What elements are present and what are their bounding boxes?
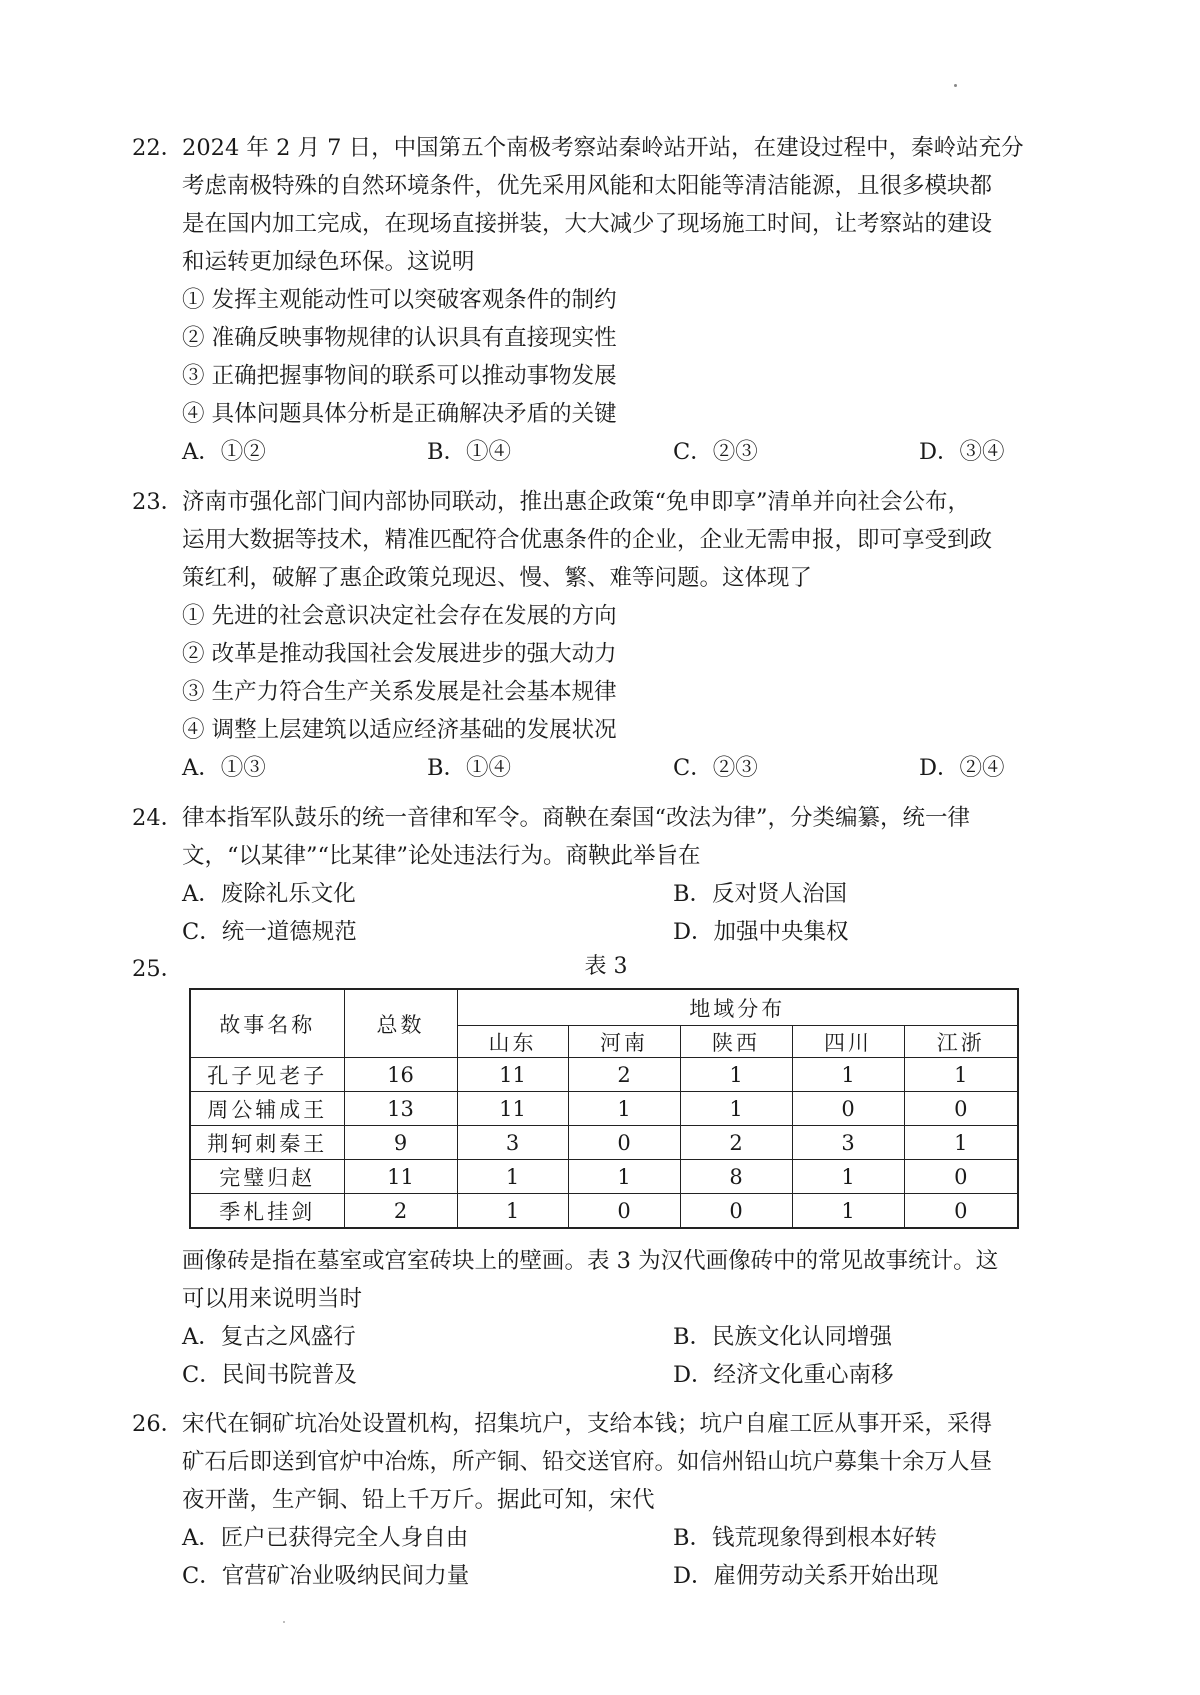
cell-count: 8 [680, 1160, 792, 1194]
question-number: 24． [132, 805, 184, 831]
cell-count: 2 [568, 1058, 680, 1092]
header-region: 河南 [568, 1026, 680, 1058]
cell-count: 0 [792, 1092, 904, 1126]
option-d: D．经济文化重心南移 [673, 1362, 894, 1388]
option-b: B．反对贤人治国 [673, 881, 848, 907]
table-row [190, 1058, 1018, 1092]
scan-speck [283, 1621, 285, 1623]
statement-item: ① 先进的社会意识决定社会存在发展的方向 [182, 603, 617, 629]
option-c: C．统一道德规范 [182, 919, 357, 945]
table-caption: 表 3 [584, 954, 628, 979]
header-region-distribution: 地域分布 [457, 989, 1018, 1026]
statement-item: ③ 生产力符合生产关系发展是社会基本规律 [182, 679, 617, 705]
cell-count: 0 [904, 1194, 1018, 1229]
header-region: 四川 [792, 1026, 904, 1058]
option-a: A．①② [182, 439, 266, 465]
header-region: 山东 [457, 1026, 568, 1058]
option-a: A．复古之风盛行 [182, 1324, 356, 1350]
statement-item: ① 发挥主观能动性可以突破客观条件的制约 [182, 287, 617, 313]
cell-total: 2 [344, 1194, 457, 1229]
header-region: 江浙 [904, 1026, 1018, 1058]
cell-count: 3 [457, 1126, 568, 1160]
scan-speck [954, 84, 957, 87]
cell-count: 11 [457, 1092, 568, 1126]
question-number: 26． [132, 1411, 184, 1437]
statement-item: ③ 正确把握事物间的联系可以推动事物发展 [182, 363, 617, 389]
cell-total: 9 [344, 1126, 457, 1160]
question-number: 22． [132, 135, 184, 161]
cell-count: 0 [904, 1092, 1018, 1126]
cell-story-name: 周公辅成王 [190, 1092, 344, 1126]
option-c: C．官营矿冶业吸纳民间力量 [182, 1563, 470, 1589]
cell-count: 0 [568, 1194, 680, 1229]
stem-line: 策红利，破解了惠企政策兑现迟、慢、繁、难等问题。这体现了 [182, 565, 813, 591]
cell-count: 1 [904, 1126, 1018, 1160]
stem-line: 宋代在铜矿坑冶处设置机构，招集坑户，支给本钱；坑户自雇工匠从事开采，采得 [182, 1411, 993, 1437]
cell-story-name: 孔子见老子 [190, 1058, 344, 1092]
header-story-name: 故事名称 [190, 989, 344, 1058]
table-row [190, 1126, 1018, 1160]
stem-line: 矿石后即送到官炉中冶炼，所产铜、铅交送官府。如信州铅山坑户募集十余万人昼 [182, 1449, 993, 1475]
option-c: C．②③ [673, 755, 758, 781]
option-b: B．民族文化认同增强 [673, 1324, 893, 1350]
cell-story-name: 完璧归赵 [190, 1160, 344, 1194]
cell-story-name: 季札挂剑 [190, 1194, 344, 1229]
option-a: A．匠户已获得完全人身自由 [182, 1525, 469, 1551]
statement-item: ② 改革是推动我国社会发展进步的强大动力 [182, 641, 617, 667]
table-row [190, 1160, 1018, 1194]
cell-count: 1 [680, 1092, 792, 1126]
stem-line: 画像砖是指在墓室或宫室砖块上的壁画。表 3 为汉代画像砖中的常见故事统计。这 [182, 1248, 999, 1274]
cell-count: 1 [792, 1194, 904, 1229]
statement-item: ② 准确反映事物规律的认识具有直接现实性 [182, 325, 617, 351]
statement-item: ④ 调整上层建筑以适应经济基础的发展状况 [182, 717, 617, 743]
stem-line: 文，“以某律”“比某律”论处违法行为。商鞅此举旨在 [182, 843, 701, 869]
cell-count: 1 [457, 1194, 568, 1229]
stem-line: 和运转更加绿色环保。这说明 [182, 249, 475, 275]
cell-count: 2 [680, 1126, 792, 1160]
cell-total: 13 [344, 1092, 457, 1126]
option-b: B．①④ [427, 755, 512, 781]
statement-item: ④ 具体问题具体分析是正确解决矛盾的关键 [182, 401, 617, 427]
stem-line: 运用大数据等技术，精准匹配符合优惠条件的企业，企业无需申报，即可享受到政 [182, 527, 993, 553]
cell-count: 1 [792, 1160, 904, 1194]
question-number: 23． [132, 489, 184, 515]
option-b: B．钱荒现象得到根本好转 [673, 1525, 938, 1551]
stem-line: 是在国内加工完成，在现场直接拼装，大大减少了现场施工时间，让考察站的建设 [182, 211, 993, 237]
stem-line: 律本指军队鼓乐的统一音律和军令。商鞅在秦国“改法为律”，分类编纂，统一律 [182, 805, 971, 831]
option-d: D．②④ [919, 755, 1005, 781]
story-statistics-table [189, 988, 1019, 1229]
cell-count: 0 [680, 1194, 792, 1229]
cell-count: 11 [457, 1058, 568, 1092]
cell-story-name: 荆轲刺秦王 [190, 1126, 344, 1160]
cell-total: 11 [344, 1160, 457, 1194]
option-c: C．②③ [673, 439, 758, 465]
table-row [190, 1092, 1018, 1126]
cell-count: 1 [680, 1058, 792, 1092]
stem-line: 可以用来说明当时 [182, 1286, 363, 1312]
cell-count: 1 [904, 1058, 1018, 1092]
option-d: D．③④ [919, 439, 1005, 465]
stem-line: 2024 年 2 月 7 日，中国第五个南极考察站秦岭站开站，在建设过程中，秦岭站充分 [182, 135, 1024, 161]
cell-count: 0 [568, 1126, 680, 1160]
cell-count: 3 [792, 1126, 904, 1160]
stem-line: 夜开凿，生产铜、铅上千万斤。据此可知，宋代 [182, 1487, 655, 1513]
stem-line: 考虑南极特殊的自然环境条件，优先采用风能和太阳能等清洁能源，且很多模块都 [182, 173, 993, 199]
cell-count: 1 [792, 1058, 904, 1092]
cell-count: 1 [568, 1092, 680, 1126]
cell-count: 1 [568, 1160, 680, 1194]
option-d: D．雇佣劳动关系开始出现 [673, 1563, 939, 1589]
option-c: C．民间书院普及 [182, 1362, 357, 1388]
question-number: 25． [132, 956, 184, 982]
table-row [190, 1194, 1018, 1229]
option-d: D．加强中央集权 [673, 919, 849, 945]
cell-count: 1 [457, 1160, 568, 1194]
cell-count: 0 [904, 1160, 1018, 1194]
stem-line: 济南市强化部门间内部协同联动，推出惠企政策“免申即享”清单并向社会公布， [182, 489, 971, 515]
header-total: 总数 [344, 989, 457, 1058]
option-a: A．废除礼乐文化 [182, 881, 356, 907]
option-b: B．①④ [427, 439, 512, 465]
header-region: 陕西 [680, 1026, 792, 1058]
option-a: A．①③ [182, 755, 266, 781]
cell-total: 16 [344, 1058, 457, 1092]
